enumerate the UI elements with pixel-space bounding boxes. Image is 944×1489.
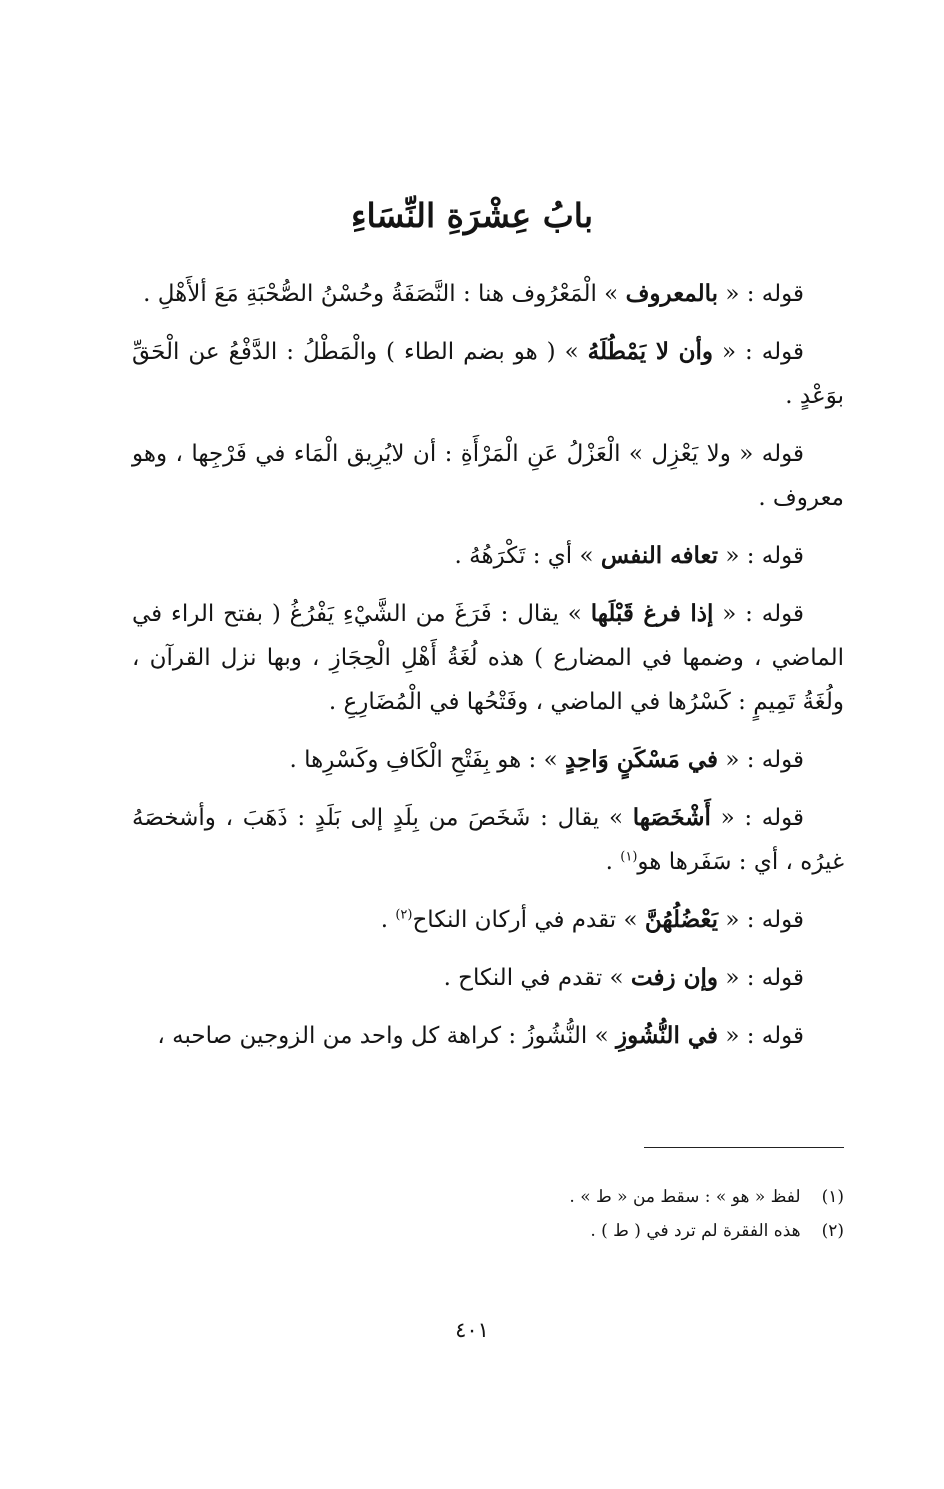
- paragraph: قوله : « إذا فرغ قَبْلَها » يقال : فَرَغَ من الشَّيْءِ يَفْرُغُ ( بفتح الراء في الماضي ، وضمها في المضارع ) هذه لُغَةُ أَهْلِ الْحِجَازِ ، وبها نزل القرآن ، ولُغَةُ تَمِيمٍ : كَسْرُها في الماضي ، وفَتْحُها في الْمُضَارِعِ .: [132, 600, 844, 715]
- paragraph: قوله : « وأن لا يَمْطُلَهُ » ( هو بضم الطاء ) والْمَطْلُ : الدَّفْعُ عن الْحَقِّ بوَعْدٍ .: [132, 338, 844, 409]
- footnotes: [132, 1180, 844, 1248]
- footnote-divider: [644, 1147, 844, 1148]
- paragraph: قوله : « في النُّشُوزِ » النُّشُوزُ : كراهة كل واحد من الزوجين صاحبه ،: [157, 1022, 804, 1049]
- footnote-ref: (١): [620, 849, 638, 865]
- footnote-ref: (٢): [395, 907, 413, 923]
- footnote-text: لفظ « هو » : سقط من « ط » .: [569, 1187, 801, 1207]
- paragraph: قوله : « وإن زفت » تقدم في النكاح .: [443, 964, 804, 991]
- keyword: بالمعروف: [625, 280, 719, 307]
- footnote: [132, 1180, 844, 1214]
- footnote: [132, 1214, 844, 1248]
- paragraph: قوله : « بالمعروف » الْمَعْرُوف هنا : النَّصَفَةُ وحُسْنُ الصُّحْبَةِ مَعَ ألأَهْلِ .: [143, 280, 804, 307]
- paragraph: قوله : « أَشْخَصَها » يقال : شَخَصَ من بِلَدٍ إلى بَلَدٍ : ذَهَبَ ، وأشخصَهُ غيرُه ، أي : سَفَرها هو$^{(١)}$ .: [132, 804, 844, 875]
- keyword: تعافه النفس: [600, 542, 719, 569]
- paragraph: قوله « ولا يَعْزِل » الْعَزْلُ عَنِ الْمَرْأَةِ : أن لايُرِيق الْمَاء في فَرْجِها ، وهو معروف .: [132, 441, 844, 511]
- paragraph: قوله : « تعافه النفس » أي : تَكْرَهُهُ .: [454, 542, 804, 569]
- paragraph: قوله : « يَعْضُلُهُنَّ » تقدم في أركان النكاح$^{(٢)}$ .: [380, 906, 804, 933]
- paragraph: قوله : « في مَسْكَنٍ وَاحِدٍ » : هو بِفَتْحِ الْكَافِ وكَسْرِها .: [289, 746, 804, 773]
- keyword: إذا فرغ قَبْلَها: [590, 600, 714, 627]
- main-text: [132, 272, 844, 1072]
- keyword: في مَسْكَنٍ وَاحِدٍ: [565, 746, 719, 773]
- chapter-title: بابُ عِشْرَةِ النِّسَاءِ: [350, 196, 594, 235]
- footnote-number: (١): [821, 1187, 844, 1207]
- keyword: في النُّشُوزِ: [615, 1022, 719, 1049]
- footnote-text: هذه الفقرة لم ترد في ( ط ) .: [590, 1221, 801, 1241]
- keyword: وأن لا يَمْطُلَهُ: [587, 338, 714, 365]
- keyword: أَشْخَصَها: [632, 804, 711, 831]
- page-number: ٤٠١: [455, 1318, 489, 1342]
- keyword: وإن زفت: [630, 964, 719, 991]
- footnote-number: (٢): [821, 1221, 844, 1241]
- keyword: يَعْضُلُهُنَّ: [644, 906, 719, 933]
